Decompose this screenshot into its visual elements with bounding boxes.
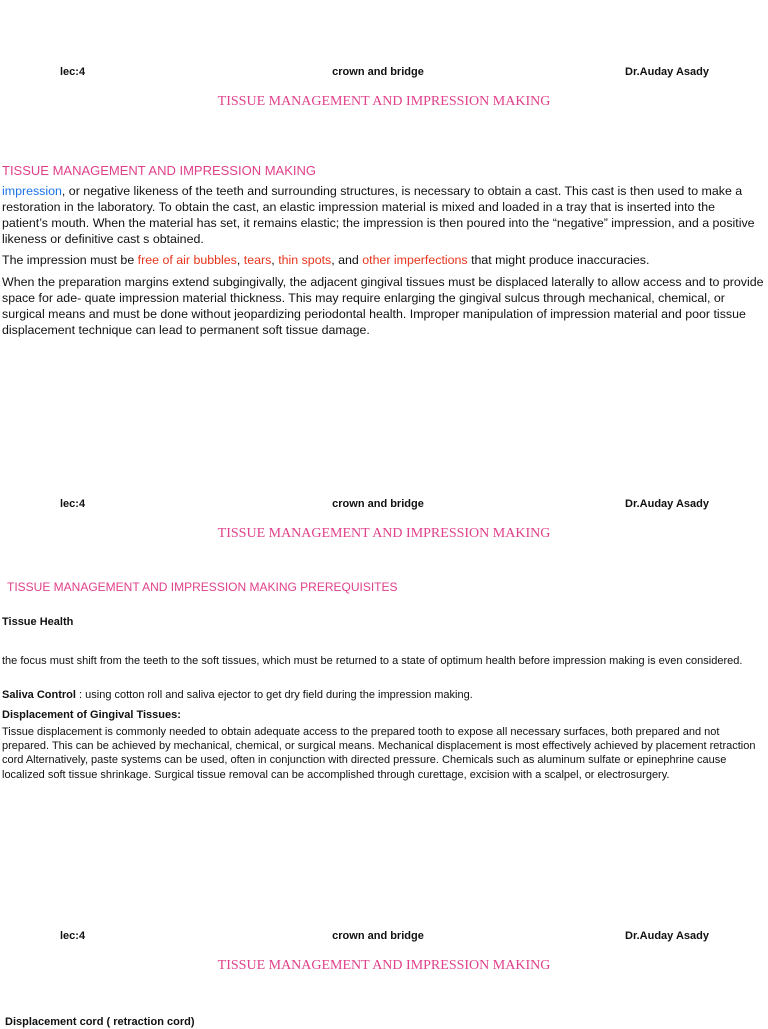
- header-course: crown and bridge: [332, 66, 424, 78]
- highlight-air-bubbles: free of air bubbles: [137, 253, 237, 267]
- page-title: TISSUE MANAGEMENT AND IMPRESSION MAKING: [217, 958, 551, 973]
- header-author: Dr.Auday Asady: [625, 930, 709, 942]
- tissue-health-heading: Tissue Health: [2, 616, 74, 628]
- saliva-control-heading: Saliva Control: [2, 689, 76, 701]
- impression-paragraph: impression, or negative likeness of the teeth and surrounding structures, is necessary to obtain a cast. This cast is then used to make a restoration in the laboratory. To obtain the cast, an elastic impression material is mixed and loaded in a tray that is inserted into the patient’s mouth. When the material has set, it remains elastic; the impression is then poured into the “negative” impression, and a positive likeness or definitive cast s obtained.: [2, 184, 755, 246]
- displacement-text: Tissue displacement is commonly needed to obtain adequate access to the prepared tooth to expose all necessary surfaces, both prepared and not prepared. This can be achieved by mechanical, chemical, or surgical means. Mechanical displacement is most effectively achieved by placement retraction cord Alternatively, paste systems can be used, often in conjunction with directed pressure. Chemicals such as aluminum sulfate or epinephrine cause localized soft tissue shrinkage. Surgical tissue removal can be accomplished through curettage, excision with a scalpel, or electrosurgery.: [2, 726, 756, 781]
- header-course: crown and bridge: [332, 498, 424, 510]
- highlight-tears: tears: [243, 253, 272, 267]
- subgingival-paragraph: When the preparation margins extend subgingivally, the adjacent gingival tissues must be displaced laterally to allow access and to provide space for ade- quate impression material thickness. This may require enlarging the gingival sulcus through mechanical, chemical, or surgical means and must be done without jeopardizing periodontal health. Improper manipulation of impression material and poor tissue displacement technique can lead to permanent soft tissue damage.: [2, 275, 764, 337]
- impression-link[interactable]: impression: [2, 184, 62, 198]
- section-title: TISSUE MANAGEMENT AND IMPRESSION MAKING: [2, 163, 316, 178]
- displacement-heading: Displacement of Gingival Tissues:: [2, 709, 181, 721]
- page-title: TISSUE MANAGEMENT AND IMPRESSION MAKING: [217, 526, 551, 541]
- retraction-cord-heading: Displacement cord ( retraction cord): [5, 1016, 195, 1028]
- header-lecture: lec:4: [60, 930, 86, 942]
- highlight-thin-spots: thin spots: [278, 253, 332, 267]
- header-lecture: lec:4: [60, 66, 86, 78]
- header-lecture: lec:4: [60, 498, 86, 510]
- saliva-control-paragraph: Saliva Control : using cotton roll and saliva ejector to get dry field during the impression making.: [2, 689, 473, 701]
- section-title: TISSUE MANAGEMENT AND IMPRESSION MAKING PREREQUISITES: [7, 580, 398, 594]
- header-author: Dr.Auday Asady: [625, 498, 709, 510]
- requirements-paragraph: The impression must be free of air bubbles, tears, thin spots, and other imperfections that might produce inaccuracies.: [2, 253, 650, 267]
- header-course: crown and bridge: [332, 930, 424, 942]
- page-title: TISSUE MANAGEMENT AND IMPRESSION MAKING: [217, 94, 551, 109]
- header-author: Dr.Auday Asady: [625, 66, 709, 78]
- highlight-other-imperfections: other imperfections: [362, 253, 468, 267]
- tissue-health-text: the focus must shift from the teeth to the soft tissues, which must be returned to a state of optimum health before impression making is even considered.: [2, 655, 743, 667]
